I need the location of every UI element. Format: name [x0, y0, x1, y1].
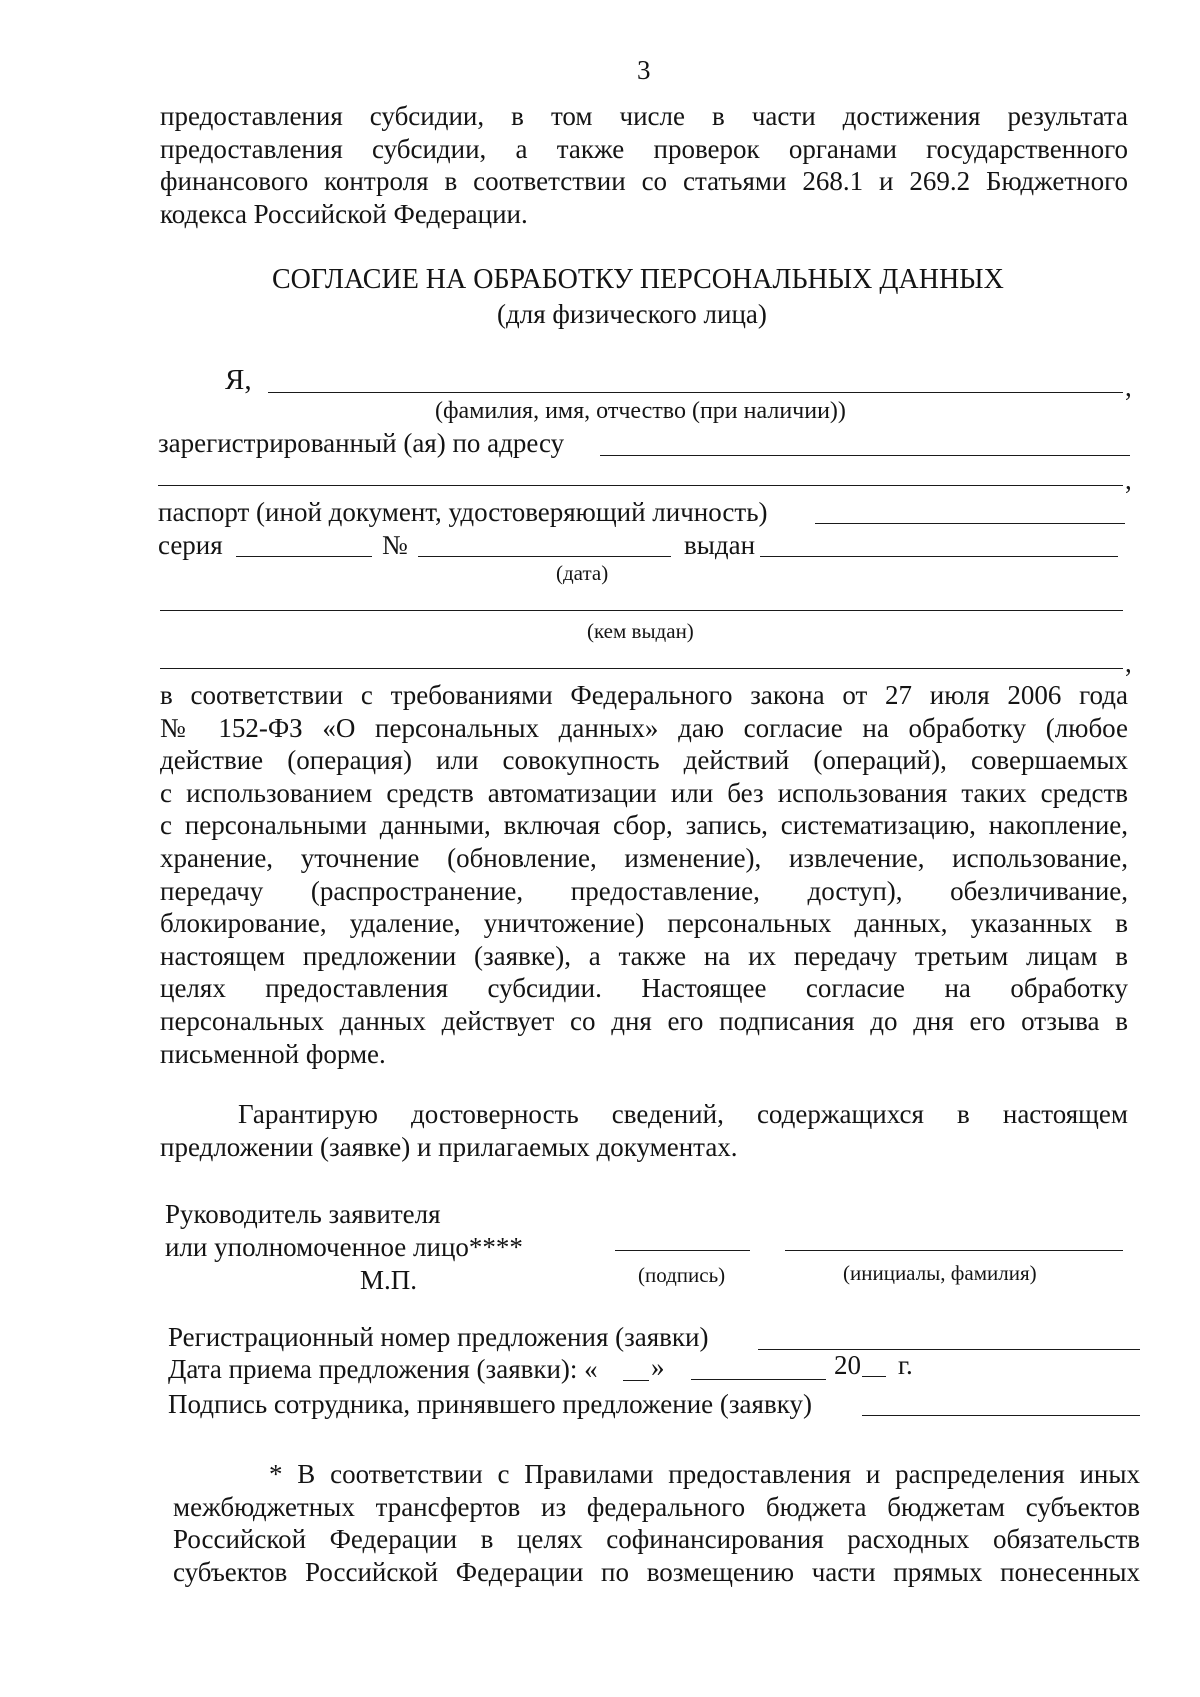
initials-hint: (инициалы, фамилия)	[843, 1261, 1037, 1285]
guarantee-line: предложении (заявке) и прилагаемых документах.	[160, 1131, 738, 1162]
day-field[interactable]	[623, 1380, 649, 1381]
consent-line: с использованием средств автоматизации или без использования таких средств	[160, 777, 1128, 808]
intro-paragraph	[160, 100, 1128, 230]
footnote-paragraph	[173, 1458, 1140, 1588]
fio-comma: ,	[1125, 372, 1132, 402]
consent-line: хранение, уточнение (обновление, изменение), извлечение, использование,	[160, 842, 1128, 873]
issued-label: выдан	[684, 530, 756, 560]
address-field[interactable]	[600, 455, 1130, 456]
consent-paragraph	[160, 679, 1128, 1070]
consent-line: персональных данных действует со дня его подписания до дня его отзыва в	[160, 1005, 1128, 1036]
consent-line: в соответствии с требованиями Федерального закона от 27 июля 2006 года	[160, 680, 1128, 710]
passport-label: паспорт (иной документ, удостоверяющий личность)	[158, 497, 768, 527]
consent-line: блокирование, удаление, уничтожение) персональных данных, указанных в	[160, 908, 1128, 939]
consent-subtitle: (для физического лица)	[497, 299, 767, 329]
consent-title: СОГЛАСИЕ НА ОБРАБОТКУ ПЕРСОНАЛЬНЫХ ДАННЫХ	[272, 264, 1004, 295]
fio-field[interactable]	[268, 392, 1123, 393]
initials-field[interactable]	[785, 1250, 1123, 1251]
consent-line: действие (операция) или совокупность действий (операций), совершаемых	[160, 745, 1128, 776]
reg-number-field[interactable]	[758, 1349, 1140, 1350]
consent-line: настоящем предложении (заявке), а также на их передачу третьим лицам в	[160, 940, 1128, 971]
footnote-line: * В соответствии с Правилами предоставления и распределения иных	[269, 1459, 1140, 1489]
signature-field[interactable]	[615, 1250, 750, 1251]
footnote-line: межбюджетных трансфертов из федерального бюджета бюджетам субъектов	[173, 1491, 1140, 1522]
consent-line: с персональными данными, включая сбор, запись, систематизацию, накопление,	[160, 810, 1128, 841]
issued-by-field-2[interactable]	[160, 668, 1123, 669]
consent-line: письменной форме.	[160, 1038, 386, 1069]
intro-line: предоставления субсидии, а также проверок органами государственного	[160, 133, 1128, 164]
address-field-2[interactable]	[158, 485, 1123, 486]
number-field[interactable]	[418, 556, 671, 557]
consent-line: № 152-ФЗ «О персональных данных» даю согласие на обработку (любое	[160, 712, 1128, 743]
series-label: серия	[158, 530, 223, 560]
stamp-label: М.П.	[360, 1265, 418, 1295]
authorized-person-label: или уполномоченное лицо****	[165, 1232, 523, 1262]
fio-hint: (фамилия, имя, отчество (при наличии))	[435, 398, 846, 424]
month-field[interactable]	[691, 1379, 826, 1380]
series-field[interactable]	[236, 556, 372, 557]
date-label: Дата приема предложения (заявки): «	[168, 1354, 598, 1384]
date-hint: (дата)	[556, 561, 609, 585]
date-mid: »	[651, 1352, 665, 1382]
year-suffix: г.	[898, 1350, 913, 1380]
employee-signature-field[interactable]	[862, 1415, 1140, 1416]
passport-field[interactable]	[815, 523, 1125, 524]
intro-line: финансового контроля в соответствии со статьями 268.1 и 269.2 Бюджетного	[160, 166, 1128, 197]
issued-by-hint: (кем выдан)	[587, 619, 694, 643]
footnote-line: Российской Федерации в целях софинансирования расходных обязательств	[173, 1524, 1140, 1555]
number-label: №	[382, 530, 408, 560]
reg-number-label: Регистрационный номер предложения (заявки)	[168, 1322, 709, 1352]
page-number: 3	[637, 55, 651, 85]
consent-line: передачу (распространение, предоставление, доступ), обезличивание,	[160, 875, 1128, 906]
footnote-line: субъектов Российской Федерации по возмещению части прямых понесенных	[173, 1556, 1140, 1587]
issued-by-field[interactable]	[160, 610, 1123, 611]
head-label: Руководитель заявителя	[165, 1199, 441, 1229]
issued-date-field[interactable]	[760, 556, 1118, 557]
signature-hint: (подпись)	[638, 1263, 726, 1287]
ya-label: Я,	[225, 364, 252, 396]
address-label: зарегистрированный (ая) по адресу	[158, 428, 565, 458]
year-field[interactable]	[862, 1376, 886, 1377]
consent-line: целях предоставления субсидии. Настоящее согласие на обработку	[160, 973, 1128, 1004]
employee-signature-label: Подпись сотрудника, принявшего предложение (заявку)	[168, 1389, 812, 1419]
issued-by-comma: ,	[1125, 648, 1132, 678]
intro-line: кодекса Российской Федерации.	[160, 198, 528, 229]
intro-line: предоставления субсидии, в том числе в части достижения результата	[160, 101, 1128, 131]
guarantee-line: Гарантирую достоверность сведений, содержащихся в настоящем	[238, 1099, 1128, 1129]
address-comma: ,	[1125, 465, 1132, 495]
guarantee-paragraph	[160, 1098, 1128, 1163]
year-label: 20	[834, 1350, 861, 1380]
